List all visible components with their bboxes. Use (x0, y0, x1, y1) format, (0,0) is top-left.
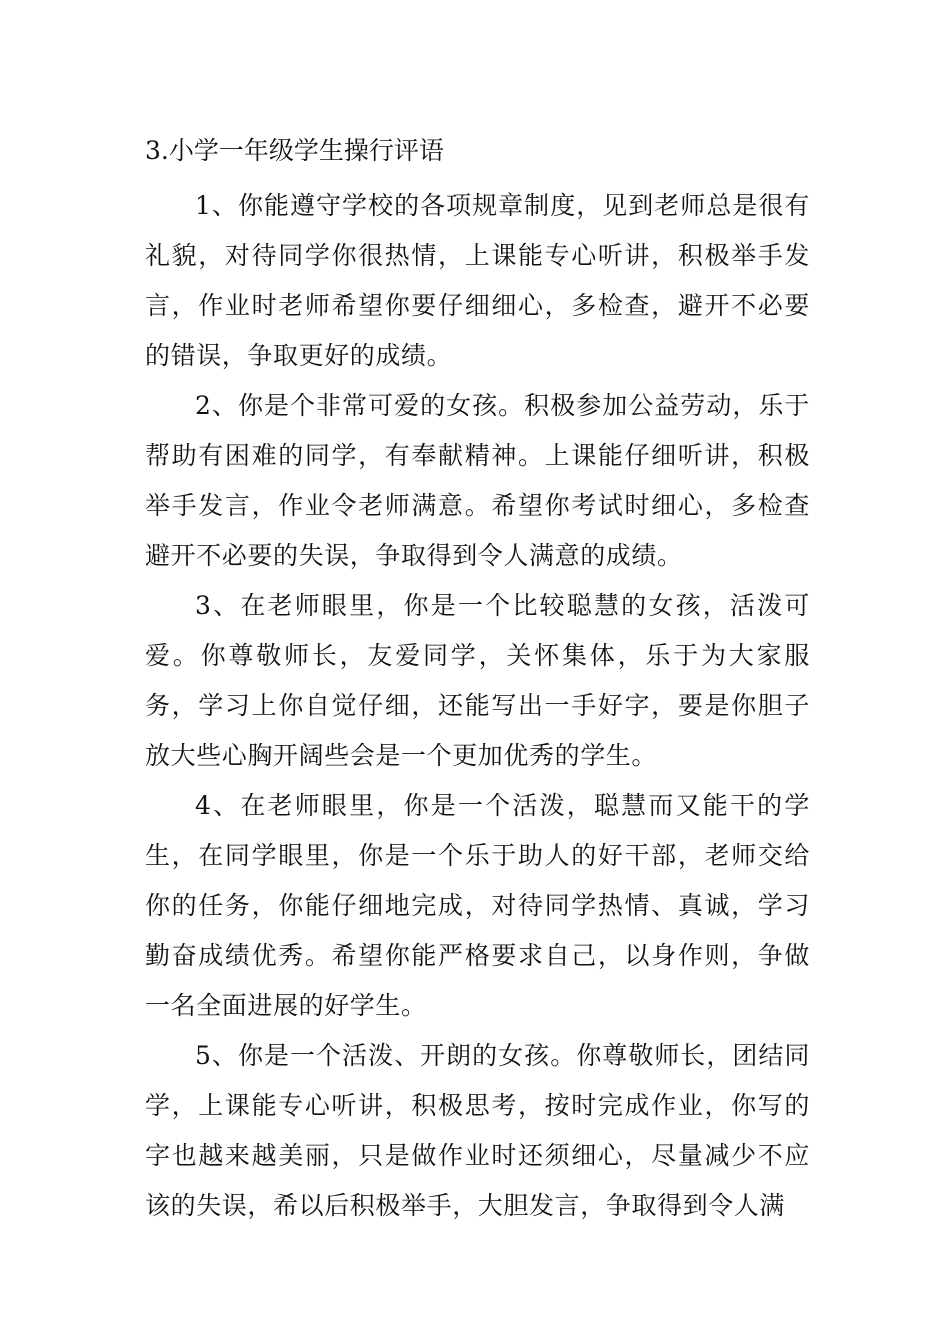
comment-paragraph-1: 1、你能遵守学校的各项规章制度，见到老师总是很有礼貌，对待同学你很热情，上课能专心听讲，积极举手发言，作业时老师希望你要仔细细心，多检查，避开不必要的错误，争取更好的成绩。 (145, 191, 810, 370)
comment-paragraph-2: 2、你是个非常可爱的女孩。积极参加公益劳动，乐于帮助有困难的同学，有奉献精神。上课能仔细听讲，积极举手发言，作业令老师满意。希望你考试时细心，多检查避开不必要的失误，争取得到令人满意的成绩。 (145, 391, 810, 570)
comment-paragraph-4: 4、在老师眼里，你是一个活泼，聪慧而又能干的学生，在同学眼里，你是一个乐于助人的好干部，老师交给你的任务，你能仔细地完成，对待同学热情、真诚，学习勤奋成绩优秀。希望你能严格要求自己，以身作则，争做一名全面进展的好学生。 (145, 791, 810, 1020)
comment-paragraph-3: 3、在老师眼里，你是一个比较聪慧的女孩，活泼可爱。你尊敬师长，友爱同学，关怀集体，乐于为大家服务，学习上你自觉仔细，还能写出一手好字，要是你胆子放大些心胸开阔些会是一个更加优秀的学生。 (145, 591, 810, 770)
document-body (145, 131, 810, 1231)
comment-paragraph-5: 5、你是一个活泼、开朗的女孩。你尊敬师长，团结同学，上课能专心听讲，积极思考，按时完成作业，你写的字也越来越美丽，只是做作业时还须细心，尽量减少不应该的失误，希以后积极举手，大胆发言，争取得到令人满 (145, 1041, 810, 1220)
section-heading: 3.小学一年级学生操行评语 (145, 136, 444, 165)
